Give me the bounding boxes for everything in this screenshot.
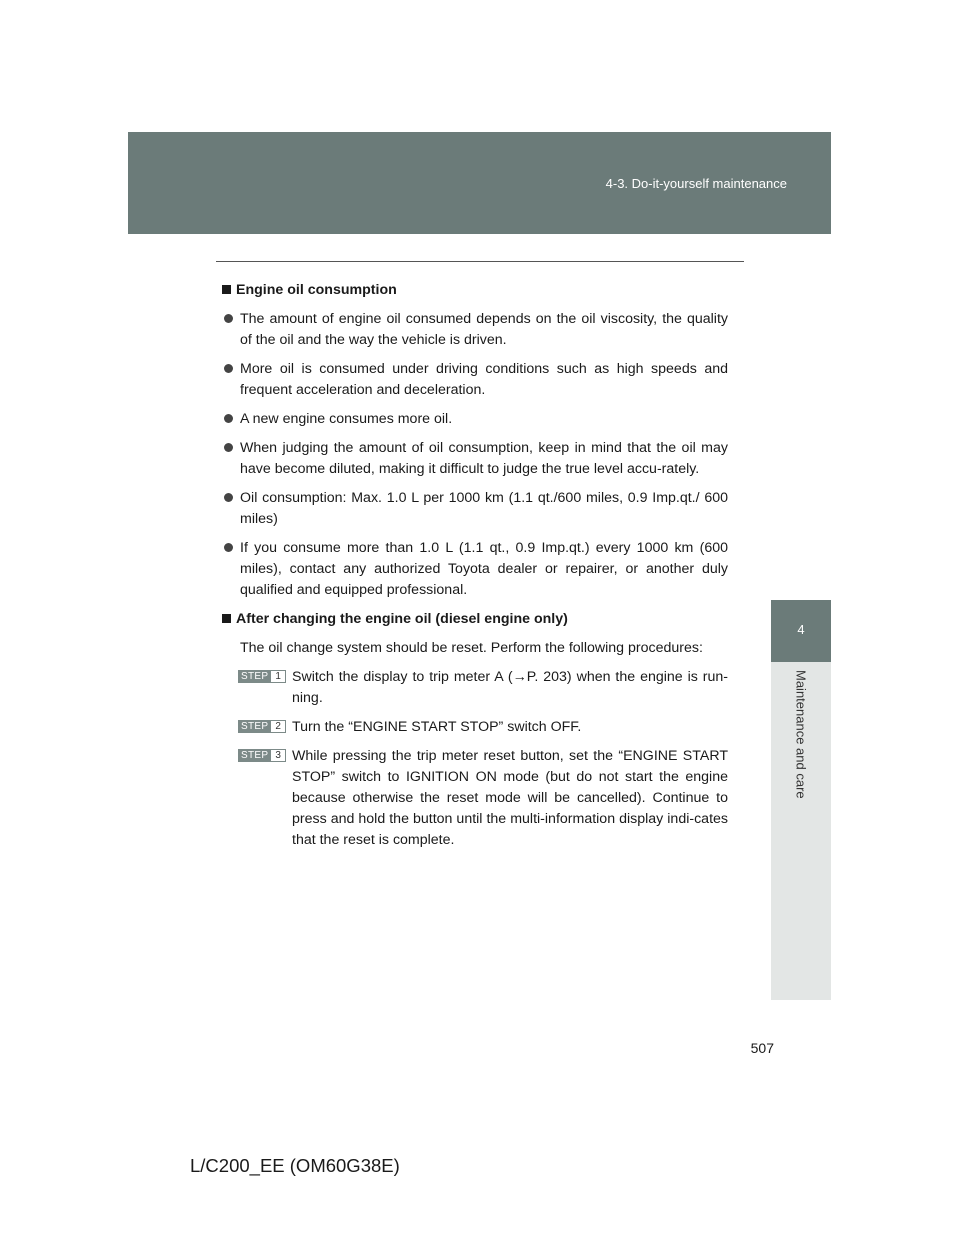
step-text: While pressing the trip meter reset button, set the “ENGINE START STOP” switch to IGNITION ON mode (but do not start the engine because otherwise the reset mode will be cancelled). Continue to press and hold the button until the multi-information display indi-cates that the reset is complete.	[292, 748, 728, 848]
step-label: STEP	[238, 749, 271, 762]
procedure-step	[222, 746, 728, 851]
list-item-text: When judging the amount of oil consumption, keep in mind that the oil may have become diluted, making it difficult to judge the true level accu-rately.	[240, 440, 728, 477]
chapter-number: 4	[797, 622, 805, 637]
step-text: Turn the “ENGINE START STOP” switch OFF.	[292, 719, 582, 735]
step-label: STEP	[238, 720, 271, 733]
list-item-text: If you consume more than 1.0 L (1.1 qt., 0.9 Imp.qt.) every 1000 km (600 miles), contact any authorized Toyota dealer or repairer, or another duly qualified and equipped professional.	[240, 540, 728, 598]
bullet-icon	[224, 364, 233, 373]
list-item	[222, 409, 728, 430]
chapter-label: Maintenance and care	[793, 670, 809, 799]
section-heading	[222, 609, 728, 630]
bullet-icon	[224, 443, 233, 452]
bullet-icon	[224, 414, 233, 423]
document-code: L/C200_EE (OM60G38E)	[190, 1155, 400, 1176]
step-badge	[238, 749, 286, 762]
list-item-text: A new engine consumes more oil.	[240, 411, 453, 427]
list-item	[222, 538, 728, 601]
square-bullet-icon	[222, 614, 231, 623]
procedure-step	[222, 717, 728, 738]
bullet-icon	[224, 543, 233, 552]
heading-text: Engine oil consumption	[236, 282, 397, 298]
square-bullet-icon	[222, 285, 231, 294]
procedure-step	[222, 667, 728, 709]
chapter-label-wrap	[771, 662, 831, 1000]
step-badge	[238, 670, 286, 683]
chapter-tab	[771, 600, 831, 662]
list-item-text: Oil consumption: Max. 1.0 L per 1000 km (1.1 qt./600 miles, 0.9 Imp.qt./ 600 miles)	[240, 490, 728, 527]
procedure-intro: The oil change system should be reset. Perform the following procedures:	[240, 640, 703, 656]
list-item-text: The amount of engine oil consumed depends on the oil viscosity, the quality of the oil and the way the vehicle is driven.	[240, 311, 728, 348]
top-rule	[216, 261, 744, 262]
heading-text: After changing the engine oil (diesel engine only)	[236, 611, 568, 627]
page-content	[222, 280, 728, 859]
step-text: Switch the display to trip meter A (→P. 203) when the engine is run-ning.	[292, 669, 728, 706]
page-number: 507	[750, 1040, 774, 1056]
list-item	[222, 488, 728, 530]
list-item	[222, 359, 728, 401]
step-label: STEP	[238, 670, 271, 683]
list-item	[222, 438, 728, 480]
list-item-text: More oil is consumed under driving conditions such as high speeds and frequent acceleration and deceleration.	[240, 361, 728, 398]
bullet-icon	[224, 314, 233, 323]
step-number: 3	[271, 749, 286, 762]
step-number: 1	[271, 670, 286, 683]
section-title: 4-3. Do-it-yourself maintenance	[605, 176, 787, 191]
section-heading	[222, 280, 728, 301]
step-number: 2	[271, 720, 286, 733]
bullet-icon	[224, 493, 233, 502]
header-band	[128, 132, 831, 234]
step-badge	[238, 720, 286, 733]
list-item	[222, 309, 728, 351]
